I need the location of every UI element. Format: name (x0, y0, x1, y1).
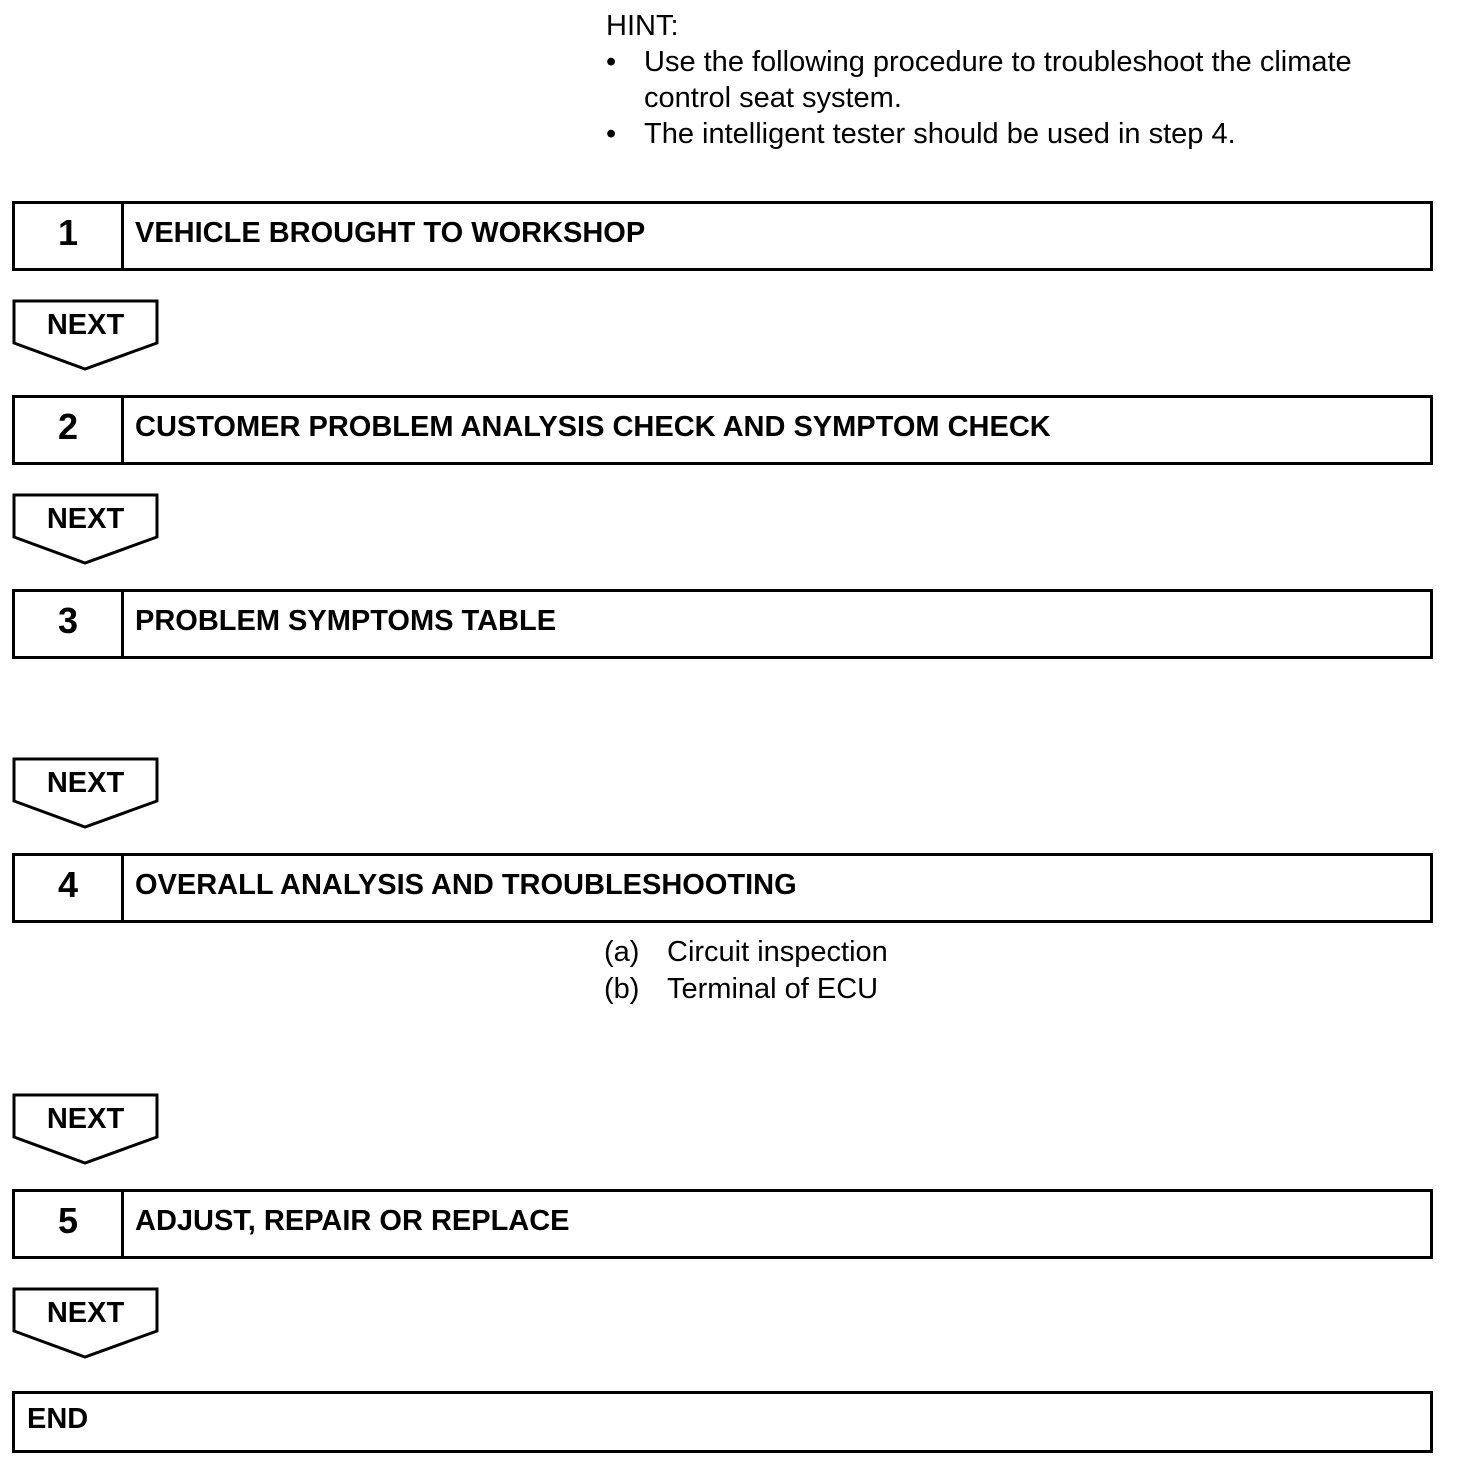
step-1-box (12, 201, 1433, 271)
hint-item (606, 116, 1426, 152)
hint-item-line: The intelligent tester should be used in step 4. (644, 118, 1236, 150)
step-number: 2 (15, 398, 124, 462)
substep-text: Terminal of ECU (667, 973, 879, 1005)
end-box: END (12, 1391, 1433, 1453)
next-arrow (12, 1287, 159, 1359)
next-label: NEXT (46, 1297, 125, 1329)
step-4-box (12, 853, 1433, 923)
substep-item (604, 934, 888, 971)
hint-item (606, 44, 1426, 116)
step-title: VEHICLE BROUGHT TO WORKSHOP (135, 216, 646, 249)
hint-block (606, 8, 1426, 152)
hint-title: HINT: (606, 10, 679, 42)
next-label: NEXT (46, 309, 125, 341)
bullet-mark: • (606, 46, 617, 78)
step-3-box (12, 589, 1433, 659)
bullet-mark: • (606, 118, 617, 150)
step-number: 5 (15, 1192, 124, 1256)
next-label: NEXT (46, 767, 125, 799)
substep-text: Circuit inspection (667, 936, 888, 968)
next-arrow (12, 299, 159, 371)
step-title: PROBLEM SYMPTOMS TABLE (135, 604, 557, 637)
step-number: 4 (15, 856, 124, 920)
next-label: NEXT (46, 1103, 125, 1135)
hint-item-line: Use the following procedure to troubleshoot the climate (644, 46, 1352, 78)
next-arrow (12, 757, 159, 829)
step-5-box (12, 1189, 1433, 1259)
substep-item (604, 971, 888, 1008)
next-label: NEXT (46, 503, 125, 535)
step-title: CUSTOMER PROBLEM ANALYSIS CHECK AND SYMPTOM CHECK (135, 410, 1051, 443)
step-title: ADJUST, REPAIR OR REPLACE (135, 1204, 570, 1237)
step-number: 3 (15, 592, 124, 656)
step-title: OVERALL ANALYSIS AND TROUBLESHOOTING (135, 868, 797, 901)
next-arrow (12, 493, 159, 565)
step-number: 1 (15, 204, 124, 268)
step-4-substeps (604, 934, 888, 1008)
substep-letter: (a) (604, 936, 640, 968)
hint-item-line: control seat system. (644, 82, 902, 114)
step-2-box (12, 395, 1433, 465)
next-arrow (12, 1093, 159, 1165)
substep-letter: (b) (604, 973, 640, 1005)
